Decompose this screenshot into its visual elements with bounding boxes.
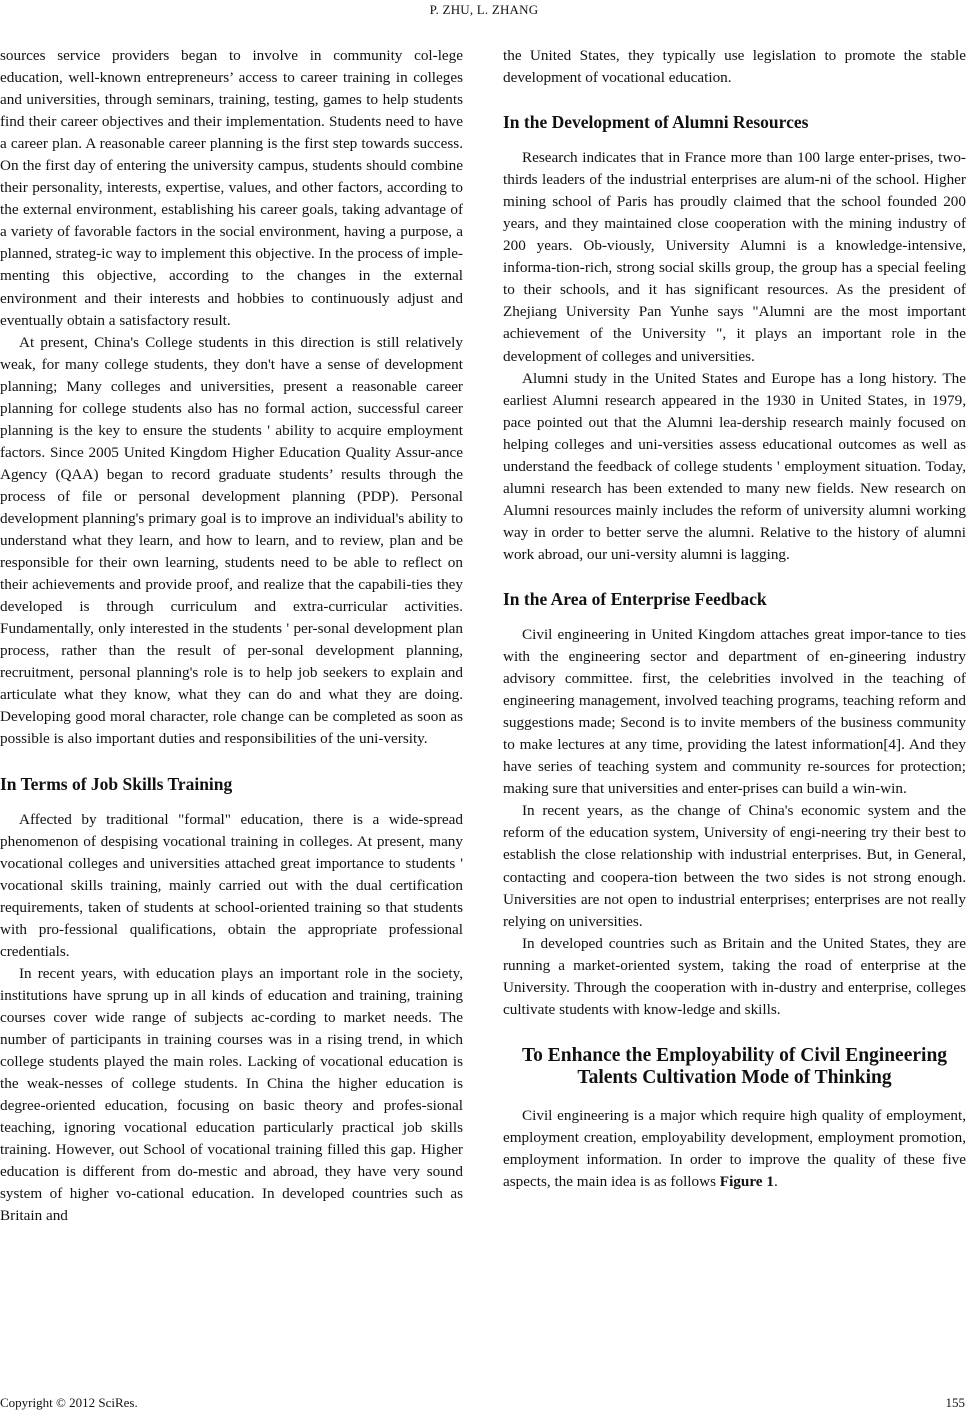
body-paragraph: In developed countries such as Britain and the United States, they are running a market-oriented system, taking the road of enterprise at the University. Through the cooperation with in-dustry and enterprise, colleges cultivate students with know-ledge and skills. (503, 934, 966, 1018)
body-paragraph: At present, China's College students in this direction is still relatively weak, for many college students, they don't have a sense of development planning; Many colleges and universities, present a reasonable career planning for college students also has no formal action, successful career planning is the key to ensure the students ' ability to acquire employment factors. Since 2005 United Kingdom Higher Education Quality Assur-ance Agency (QAA) began to record graduate students’ results through the process of file or personal development planning (PDP). Personal development planning's primary goal is to improve an individual's ability to understand what they learn, and how to learn, and to review, plan and be responsible for their own learning, students need to be able to reflect on their achievements and provide proof, and realize that the capabili-ties they developed is through curriculum and extra-curricular activities. Fundamentally, only interested in the students ' per-sonal development plan process, rather than the result of per-sonal development planning, recruitment, personal planning's role is to help job seekers to explain and articulate what they know, what they can do and what they are doing. Developing good moral character, role change can be completed as soon as possible is also important duties and responsibilities of the uni-versity. (0, 333, 463, 748)
paragraph-end: . (773, 1172, 778, 1190)
body-paragraph: Research indicates that in France more than 100 large enter-prises, two-thirds leaders of the industrial enterprises are alum-ni of the school. Higher mining school of Paris has proudly claimed that the school founded 200 years, and they maintained close cooperation with the mining industry of 200 years. Ob-viously, University Alumni is a knowledge-intensive, informa-tion-rich, strong social skills group, the group has a special feeling to their schools, and it has significant resources. As the president of Zhejiang University Pan Yunhe says "Alumni are the most important achievement of the University ", it plays an important role in the development of colleges and universities. (503, 149, 966, 365)
page-number: 155 (945, 1395, 965, 1410)
paragraph-text: Civil engineering is a major which require high quality of employment, employment creation, employability development, employment promotion, employment information. In order to improve the quality of these five aspects, the main idea is as follows (503, 1106, 966, 1190)
left-column (0, 45, 463, 1227)
section-heading: In Terms of Job Skills Training (0, 773, 233, 794)
major-section-heading: To Enhance the Employability of Civil Engineering Talents Cultivation Mode of Thinking (521, 1044, 948, 1088)
body-paragraph: Civil engineering in United Kingdom attaches great impor-tance to ties with the engineering sector and department of en-gineering industry advisory committee. first, the celebrities involved in the teaching of engineering management, involved teaching programs, teaching reform and suggestions made; Second is to invite members of the business community to make lectures at any time, providing the latest information[4]. And they have series of teaching system and community re-sources for protection; making sure that universities and enter-prises can build a win-win. (503, 625, 966, 798)
body-paragraph: In recent years, as the change of China's economic system and the reform of the education system, University of engi-neering try their best to establish the close relationship with industrial enterprises. But, in General, contacting and coopera-tion between the two sides is not strong enough. Universities are not open to industrial enterprises; enterprises are not really relying on universities. (503, 802, 966, 930)
section-heading: In the Development of Alumni Resources (503, 112, 809, 133)
body-paragraph: sources service providers began to involve in community col-lege education, well-known entrepreneurs’ access to career training in colleges and universities, through seminars, training, testing, games to help students find their career objectives and their implementation. Students need to have a career plan. A reasonable career planning is the first step towards success. On the first day of entering the university campus, students should combine their personality, interests, expertise, values, and other factors, according to the external environment, establishing his career goals, taking advantage of a variety of favorable factors in the social environment, having a purpose, a planned, strateg-ic way to implement this objective. In the process of imple-menting this objective, according to the changes in the external environment and their interests and hobbies to continuously adjust and eventually obtain a satisfactory result. (0, 47, 463, 329)
figure-reference[interactable]: Figure 1 (719, 1172, 774, 1190)
body-paragraph: In recent years, with education plays an important role in the society, institutions have sprung up in all kinds of education and training, training courses cover wide range of subjects ac-cording to market needs. The number of participants in training courses was in a rising trend, in which college students played the main roles. Lacking of vocational education is the weak-nesses of college students. In China the higher education is degree-oriented education, focusing on basic theory and profes-sional teaching, ignoring vocational education particularly practical job skills training. However, out School of vocational training filled this gap. Higher education is different from do-mestic and abroad, they have very sound system of higher vo-cational education. In developed countries such as Britain and (0, 964, 463, 1225)
body-paragraph: Affected by traditional "formal" education, there is a wide-spread phenomenon of despising vocational training in colleges. At present, many vocational colleges and universities attached great importance to students ' vocational skills training, mainly carried out with the dual certification requirements, taken of students at school-oriented training so that students with pro-fessional qualifications, obtain the appropriate professional credentials. (0, 810, 463, 960)
right-column (503, 45, 966, 1193)
body-paragraph: Alumni study in the United States and Europe has a long history. The earliest Alumni research appeared in the 1930 in United States, in 1979, pace pointed out that the Alumni lea-dership research mainly focused on helping colleges and uni-versities assess educational outcomes as well as understand the feedback of college students ' employment situation. Today, alumni research has been extended to many new fields. New research on Alumni resources mainly includes the reform of university alumni working way in order to better serve the alumni. Relative to the history of alumni work abroad, our uni-versity alumni is lagging. (503, 369, 966, 563)
footer-copyright: Copyright © 2012 SciRes. (0, 1395, 138, 1410)
body-paragraph: the United States, they typically use legislation to promote the stable development of vocational education. (503, 47, 966, 87)
running-head: P. ZHU, L. ZHANG (429, 2, 539, 17)
body-paragraph (503, 1105, 966, 1193)
section-heading: In the Area of Enterprise Feedback (503, 588, 767, 609)
